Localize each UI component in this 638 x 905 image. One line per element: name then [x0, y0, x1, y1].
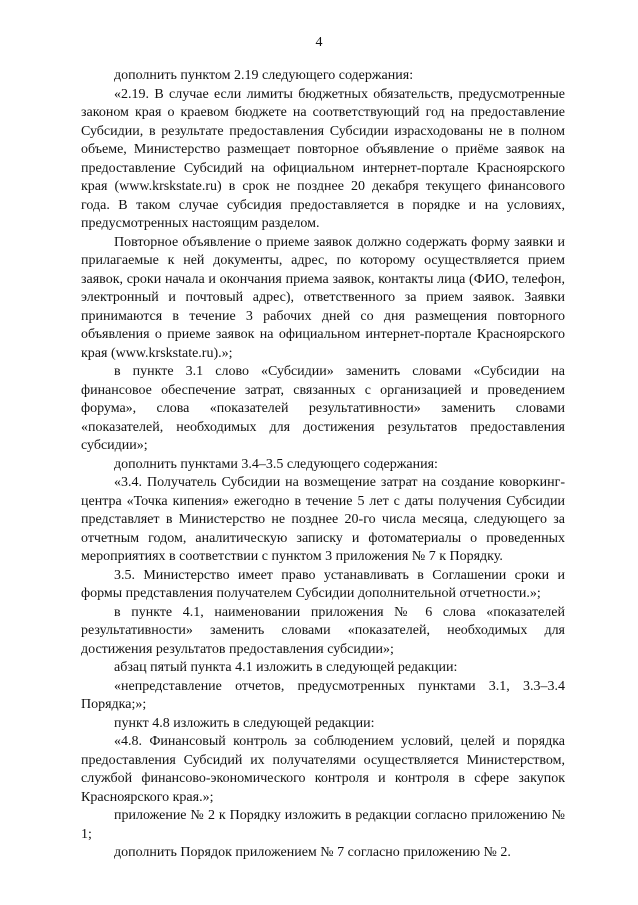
paragraph-clause-4-1-fifth-text: «непредставление отчетов, предусмотренных пунктами 3.1, 3.3–3.4 Порядка;»;: [81, 678, 565, 712]
paragraph-repeat-announcement: Повторное объявление о приеме заявок должно содержать форму заявки и прилагаемые к ней документы, адрес, по которому осуществляется прием заявок, сроки начала и окончания приема заявок, контакты лица (ФИО, телефон, электронный и почтовый адрес), ответственного за прием заявок. Заявки принимаются в течение 3 рабочих дней со дня размещения повторного объявления о приеме заявок на официальном интернет-портале Красноярского края (www.krskstate.ru).»;: [81, 234, 565, 361]
paragraph-appendix-7: дополнить Порядок приложением № 7 согласно приложению № 2.: [114, 845, 511, 860]
document-body: [81, 67, 565, 863]
paragraph-clause-2-19: «2.19. В случае если лимиты бюджетных обязательств, предусмотренные законом края о краевом бюджете на соответствующий год на предоставление Субсидии, в результате предоставления Субсидии израсходованы не в полном объеме, Министерство размещает повторное объявление о приёме заявок на предоставление Субсидий на официальном интернет-портале Красноярского края (www.krskstate.ru) в срок не позднее 20 декабря текущего финансового года. В таком случае субсидия предоставляется в порядке и на условиях, предусмотренных настоящим разделом.: [81, 86, 565, 231]
paragraph-clause-4-8-text: «4.8. Финансовый контроль за соблюдением условий, целей и порядка предоставления Субсидий их получателями осуществляется Министерством, службой финансово-экономического контроля и контроля в сфере закупок Красноярского края.»;: [81, 734, 565, 805]
paragraph-clause-3-4: «3.4. Получатель Субсидии на возмещение затрат на создание коворкинг-центра «Точка кипения» ежегодно в течение 5 лет с даты получения Субсидии представляет в Министерство не позднее 20-го числа месяца, следующего за отчетным годом, аналитическую записку и фотоматериалы о проведенных мероприятиях в соответствии с пунктом 3 приложения № 7 к Порядку.: [81, 475, 565, 564]
paragraph-add-clauses-3-4-3-5: дополнить пунктами 3.4–3.5 следующего содержания:: [114, 456, 438, 472]
paragraph-appendix-2: приложение № 2 к Порядку изложить в редакции согласно приложению № 1;: [81, 808, 565, 842]
paragraph-clause-4-1-fifth-intro: абзац пятый пункта 4.1 изложить в следующей редакции:: [114, 660, 458, 675]
page-number: 4: [315, 35, 323, 50]
paragraph-clause-3-1-change: в пункте 3.1 слово «Субсидии» заменить словами «Субсидии на финансовое обеспечение затрат, связанных с организацией и проведением форума», слова «показателей результативности» заменить словами «показателей, необходимых для достижения результатов предоставления субсидии»;: [81, 364, 565, 453]
paragraph-clause-4-8-intro: пункт 4.8 изложить в следующей редакции:: [114, 715, 375, 731]
paragraph-clause-4-1-change: в пункте 4.1, наименовании приложения № 6 слова «показателей результативности» заменить словами «показателей, необходимых для достижения результатов предоставления субсидии»;: [81, 604, 565, 657]
paragraph-add-clause-2-19: дополнить пунктом 2.19 следующего содержания:: [114, 68, 414, 83]
paragraph-clause-3-5: 3.5. Министерство имеет право устанавливать в Соглашении сроки и формы представления получателем Субсидии дополнительной отчетности.»;: [81, 567, 565, 601]
